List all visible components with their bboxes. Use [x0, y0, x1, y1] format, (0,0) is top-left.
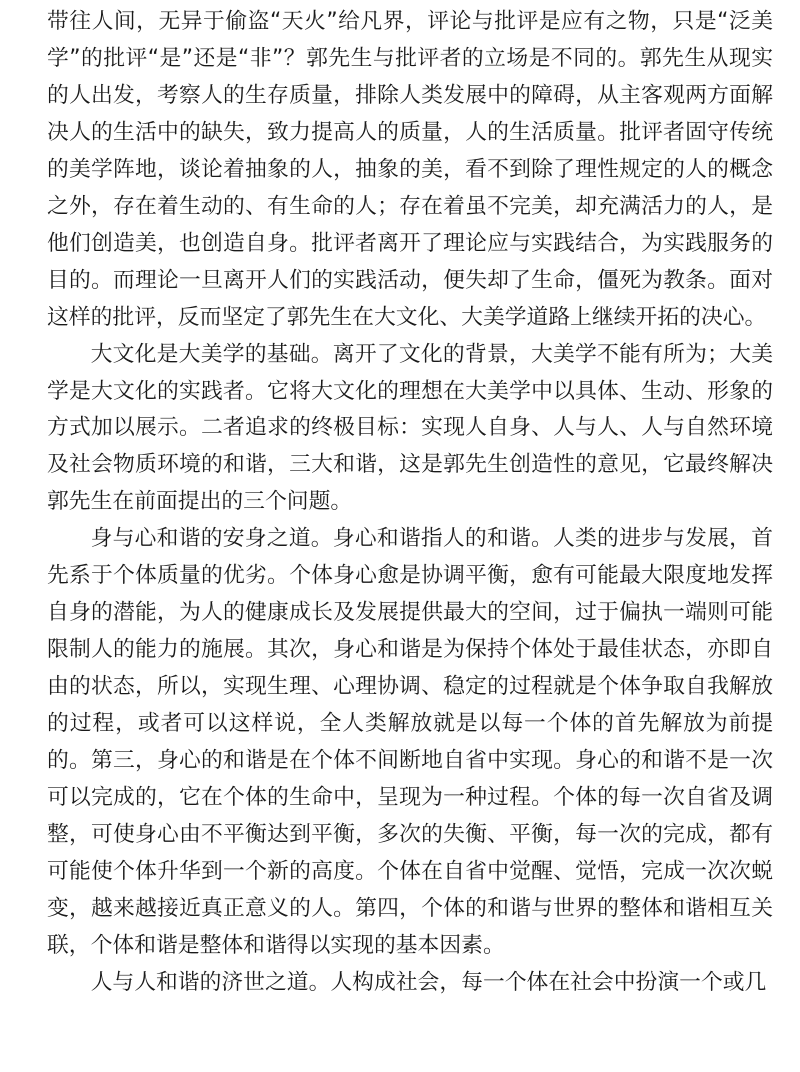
paragraph-interpersonal-harmony: 人与人和谐的济世之道。人构成社会，每一个体在社会中扮演一个或几 [90, 969, 767, 995]
paragraph-body-mind-harmony: 身与心和谐的安身之道。身心和谐指人的和谐。人类的进步与发展，首先系于个体质量的优劣。个体身心愈是协调平衡，愈有可能最大限度地发挥自身的潜能，为人的健康成长及发展提供最大的空间，过于偏执一端则可能限制人的能力的施展。其次，身心和谐是为保持个体处于最佳状态，亦即自由的状态，所以，实现生理、心理协调、稳定的过程就是个体争取自我解放的过程，或者可以这样说，全人类解放就是以每一个体的首先解放为前提的。第三，身心的和谐是在个体不间断地自省中实现。身心的和谐不是一次可以完成的，它在个体的生命中，呈现为一种过程。个体的每一次自省及调整，可使身心由不平衡达到平衡，多次的失衡、平衡，每一次的完成，都有可能使个体升华到一个新的高度。个体在自省中觉醒、觉悟，完成一次次蜕变，越来越接近真正意义的人。第四，个体的和谐与世界的整体和谐相互关联，个体和谐是整体和谐得以实现的基本因素。 [47, 526, 773, 958]
paragraph-culture-aesthetics: 大文化是大美学的基础。离开了文化的背景，大美学不能有所为；大美学是大文化的实践者。它将大文化的理想在大美学中以具体、生动、形象的方式加以展示。二者追求的终极目标：实现人自身、人与人、人与自然环境及社会物质环境的和谐，三大和谐，这是郭先生创造性的意见，它最终解决郭先生在前面提出的三个问题。 [47, 341, 773, 515]
document-page [47, 4, 773, 1002]
paragraph-critique-continuation: 带往人间，无异于偷盗“天火”给凡界，评论与批评是应有之物，只是“泛美学”的批评“是”还是“非”？郭先生与批评者的立场是不同的。郭先生从现实的人出发，考察人的生存质量，排除人类发展中的障碍，从主客观两方面解决人的生活中的缺失，致力提高人的质量，人的生活质量。批评者固守传统的美学阵地，谈论着抽象的人，抽象的美，看不到除了理性规定的人的概念之外，存在着生动的、有生命的人；存在着虽不完美，却充满活力的人，是他们创造美，也创造自身。批评者离开了理论应与实践结合，为实践服务的目的。而理论一旦离开人们的实践活动，便失却了生命，僵死为教条。面对这样的批评，反而坚定了郭先生在大文化、大美学道路上继续开拓的决心。 [47, 9, 773, 330]
